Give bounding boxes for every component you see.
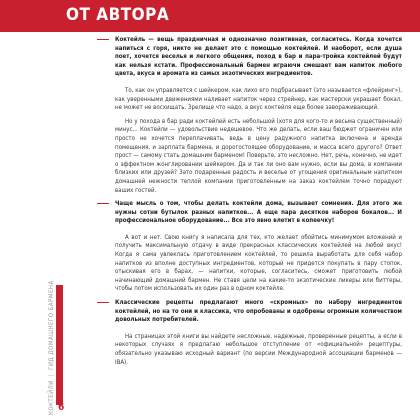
pull-quote: Коктейль — вещь праздничная и однозначно позитивная, согласитесь. Когда хочется напиться с горя, никто не делает это с помощью коктейлей. И наоборот, если душа поет, хочется веселья и легкого общения, поход в бар и пара-тройка коктейлей будут как нельзя кстати. Профессиональный бармен играючи смешает вам напиток любого цвета, вкуса и аромата из самых экзотических ингредиентов. — [115, 36, 402, 78]
header-bar — [0, 0, 420, 32]
spine-accent — [56, 285, 63, 405]
article-body — [115, 36, 402, 372]
page-title: ОТ АВТОРА — [66, 5, 170, 25]
paragraph: То, как он управляется с шейкером, как лихо его подбрасывает (это называется «флейринг»), как уверенными движениями наливает напиток через стрейнер, как мастерски украшает бокал, не может не восхищать. Зрелище что надо, а вкус коктейля еще более завораживающий. — [115, 86, 402, 112]
pull-quote: Классические рецепты предлагают много «скромных» по набору ингредиентов коктейлей, но на то они и классика, что опробованы и одобрены огромным количеством довольных потребителей. — [115, 299, 402, 324]
side-book-subtitle: ГИД ДОМАШНЕГО БАРМЕНА — [48, 280, 55, 370]
page-number: 6 — [58, 402, 65, 413]
side-book-title: КОКТЕЙЛИ — [48, 380, 55, 415]
pull-quote: Чаще мысль о том, чтобы делать коктейли дома, вызывает сомнения. Для этого же нужны сотни бутылок разных напитков... А еще пара десятков наборов бокалов... И профессиональное оборудование... Все это явно влетит в копеечку! — [115, 200, 402, 225]
paragraph: На страницах этой книги вы найдете несложные, надежные, проверенные рецепты, а если в некоторых случаях я предлагаю небольшое отступление от «официальной» рецептуры, обязательно указываю исходный вариант (по версии Международной ассоциации барменов — IBA). — [115, 332, 402, 366]
running-side-title — [48, 280, 55, 415]
paragraph: Но у похода в бар ради коктейлей есть небольшой (хотя для кого-то и весьма существенный) минус... Коктейли — удовольствие недешевое. Что же делать, если ваш бюджет ограничен или просто не хочется переплачивать, ведь в цену радужного напитка включена и аренда помещения, и зарплата бармена, и дорогостоящее оборудование, и масса всего другого? Ответ прост — самому стать домашним барменом! Поверьте, это несложно. Нет, речь, конечно, не идет о эффектном жонглировании шейкером. Да и так ли оно вам нужно, если вы дома, в компании близких или друзей? Зато подаренные радость и веселье от угощения оригинальным напитком домашней нежности теплой компании приготовленным на заказ коктейлем точно порадуют ваших гостей. — [115, 117, 402, 194]
side-separator: | — [48, 373, 55, 377]
paragraph: А вот и нет. Свою книгу я написала для тех, кто желает обойтись минимумом вложений и получить максимальную отдачу в виде прекрасных классических коктейлей на любой вкус! Когда я сама увлеклась приготовлением коктейлей, то решила выработать для себя набор напитков из вполне доступных ингредиентов, который не придется покупать в пару стопок, отыскивая его в барах, — напитки, которые, согласитесь, сможет приготовить любой начинающий домашний бармен. Не ставя цели на какие-то экзотические ликеры или биттеры, чтобы потом использовать их один раз в одном коктейле. — [115, 233, 402, 293]
